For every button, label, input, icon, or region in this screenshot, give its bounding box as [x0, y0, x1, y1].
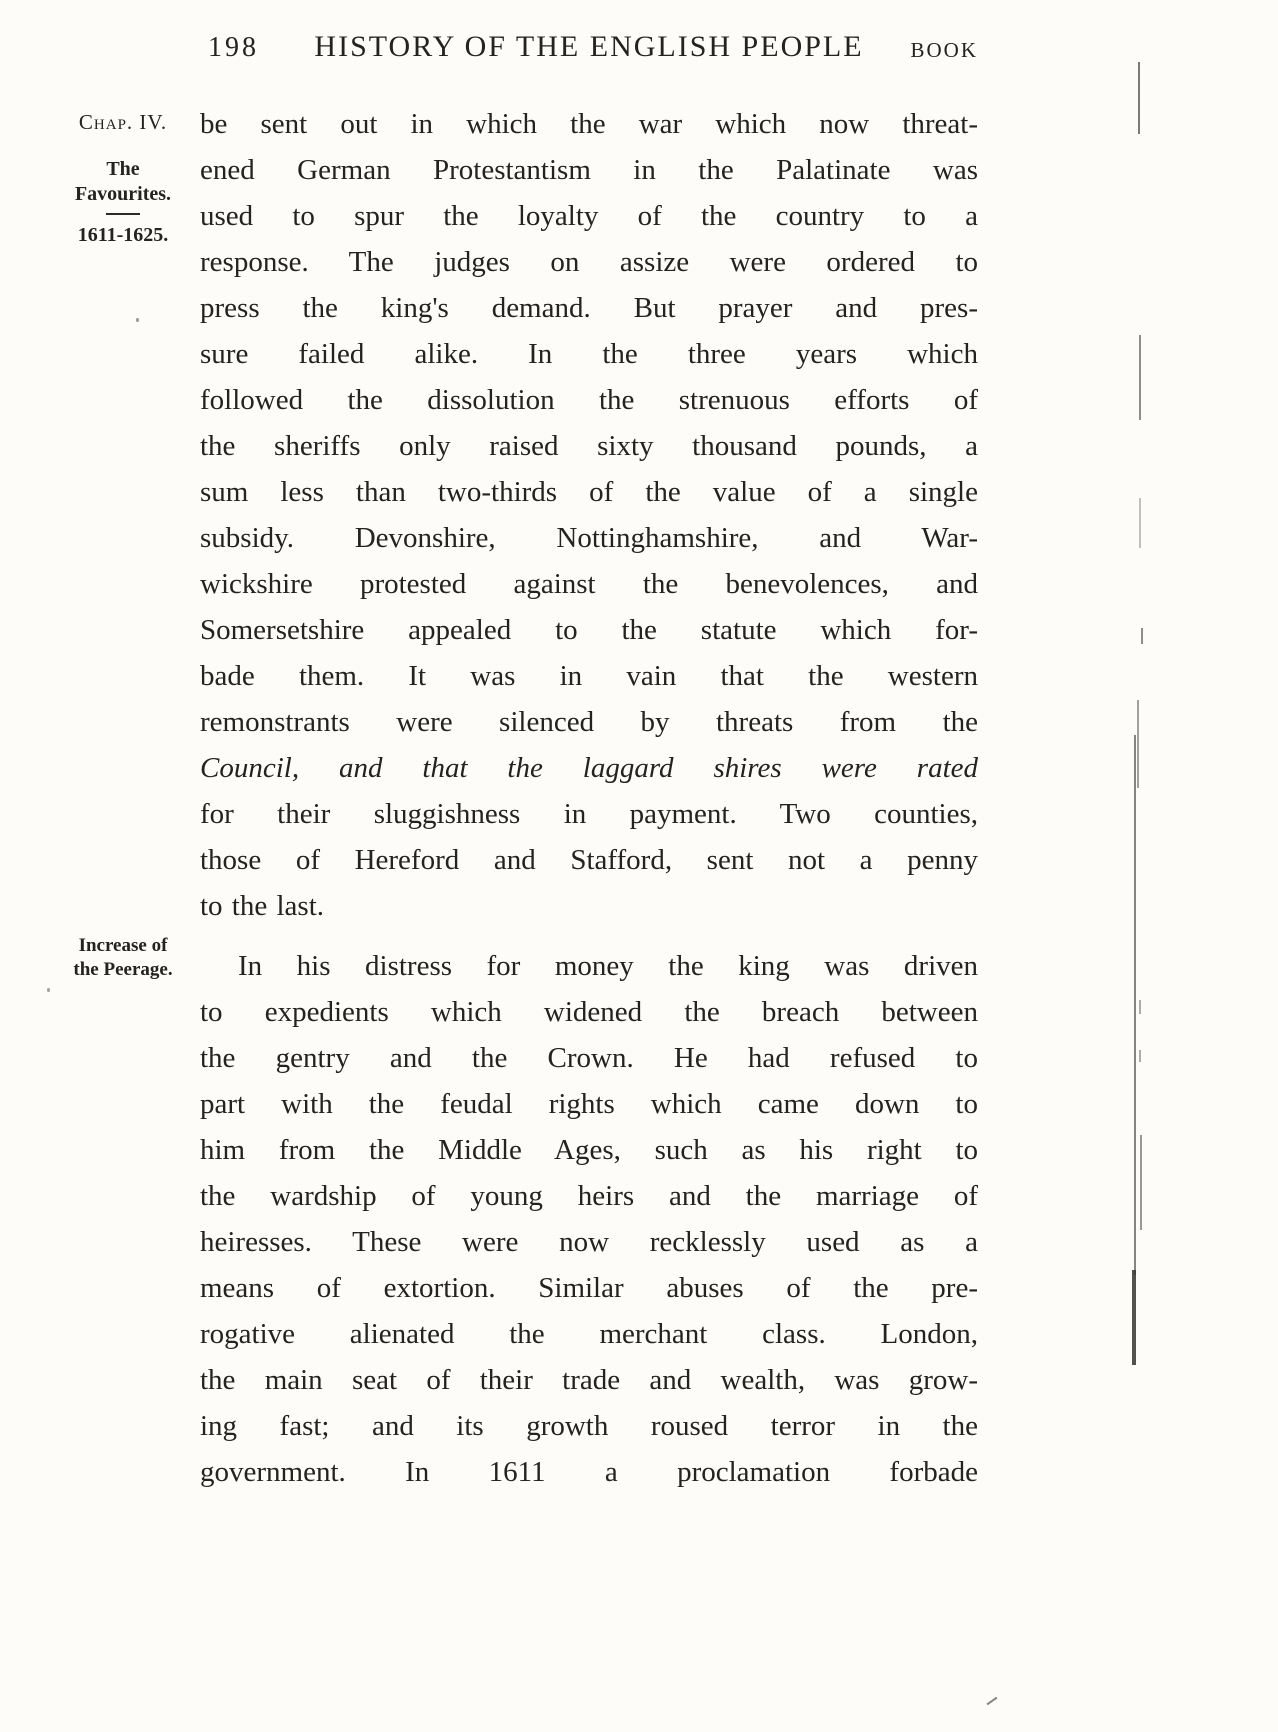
side-note-divider — [106, 213, 140, 215]
text-line: the wardship of young heirs and the marriage of — [200, 1180, 978, 1212]
side-note-favourites — [52, 157, 194, 207]
text-line: sure failed alike. In the three years which — [200, 338, 978, 370]
text-line: sum less than two-thirds of the value of a single — [200, 476, 978, 508]
scan-artifact — [987, 1697, 998, 1706]
text-line: response. The judges on assize were ordered to — [200, 246, 978, 278]
scan-artifact — [1137, 700, 1139, 788]
body-text — [200, 101, 978, 1495]
side-note-peerage — [52, 934, 194, 982]
text-line: Somersetshire appealed to the statute which for- — [200, 614, 978, 646]
text-line: wickshire protested against the benevolences, and — [200, 568, 978, 600]
text-line: In his distress for money the king was driven — [238, 950, 978, 982]
text-line: the sheriffs only raised sixty thousand pounds, a — [200, 430, 978, 462]
scan-artifact — [1134, 735, 1136, 1275]
chapter-note: Chap. IV. — [78, 110, 168, 134]
text-line: Council, and that the laggard shires were rated — [200, 752, 978, 784]
text-line: subsidy. Devonshire, Nottinghamshire, and War- — [200, 522, 978, 554]
side-note-line: Increase of — [78, 935, 168, 956]
scan-artifact — [1138, 62, 1140, 134]
text-line: means of extortion. Similar abuses of the pre- — [200, 1272, 978, 1304]
page-number: 198 — [208, 32, 259, 63]
text-line: rogative alienated the merchant class. London, — [200, 1318, 978, 1350]
scan-artifact — [1141, 628, 1143, 644]
scan-artifact — [136, 318, 139, 322]
scan-artifact — [1140, 1135, 1142, 1230]
text-line: remonstrants were silenced by threats from the — [200, 706, 978, 738]
scan-artifact — [1139, 498, 1141, 548]
text-line: those of Hereford and Stafford, sent not a penny — [200, 844, 978, 876]
text-line: for their sluggishness in payment. Two counties, — [200, 798, 978, 830]
text-line: ened German Protestantism in the Palatinate was — [200, 154, 978, 186]
text-line: him from the Middle Ages, such as his right to — [200, 1134, 978, 1166]
text-line: to expedients which widened the breach between — [200, 996, 978, 1028]
text-line: the main seat of their trade and wealth, was grow- — [200, 1364, 978, 1396]
text-line: the gentry and the Crown. He had refused to — [200, 1042, 978, 1074]
text-line: used to spur the loyalty of the country to a — [200, 200, 978, 232]
text-line: heiresses. These were now recklessly used as a — [200, 1226, 978, 1258]
paragraph — [200, 943, 978, 1495]
text-line: be sent out in which the war which now threat- — [200, 108, 978, 140]
side-note-line: Favourites. — [74, 183, 172, 205]
text-line: press the king's demand. But prayer and pres- — [200, 292, 978, 324]
text-line: bade them. It was in vain that the western — [200, 660, 978, 692]
side-note-dates: 1611-1625. — [77, 224, 169, 246]
text-line: government. In 1611 a proclamation forbade — [200, 1456, 978, 1488]
scan-artifact — [47, 988, 50, 992]
page-title: HISTORY OF THE ENGLISH PEOPLE — [314, 30, 864, 63]
side-note-line: The — [106, 158, 140, 180]
scan-artifact — [1132, 1270, 1136, 1365]
text-line: ing fast; and its growth roused terror in the — [200, 1410, 978, 1442]
scan-artifact — [1139, 1050, 1141, 1062]
running-header — [200, 30, 978, 70]
margin-notes-column — [52, 0, 194, 1732]
scan-artifact — [1139, 335, 1141, 420]
paragraph — [200, 101, 978, 929]
text-line: part with the feudal rights which came down to — [200, 1088, 978, 1120]
side-note-line: the Peerage. — [73, 959, 173, 980]
book-corner-label: BOOK — [910, 38, 978, 62]
text-line: to the last. — [200, 890, 325, 922]
text-line: followed the dissolution the strenuous efforts of — [200, 384, 978, 416]
scan-artifact — [1139, 1000, 1141, 1014]
